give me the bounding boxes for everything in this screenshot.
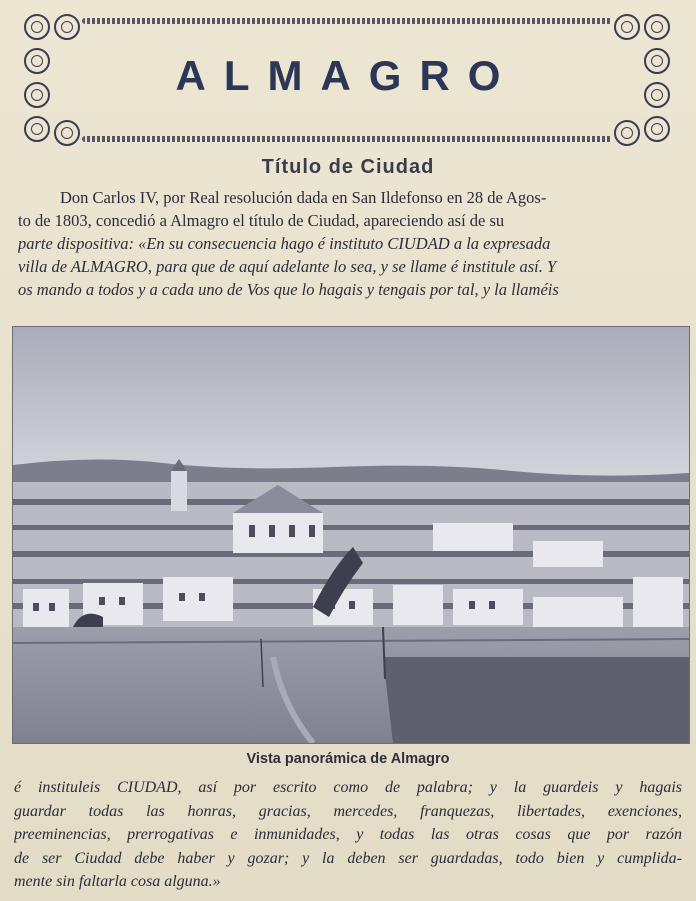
rose-ornament bbox=[614, 120, 640, 146]
rose-ornament bbox=[24, 82, 50, 108]
text-line: os mando a todos y a cada uno de Vos que lo hagais y tengais por tal, y la llaméis bbox=[18, 280, 559, 299]
rose-ornament bbox=[644, 82, 670, 108]
rose-ornament bbox=[24, 116, 50, 142]
text-line: mente sin faltarla cosa alguna.» bbox=[14, 873, 221, 890]
panoramic-photo bbox=[12, 326, 690, 744]
page-title: ALMAGRO bbox=[175, 52, 519, 99]
rose-ornament bbox=[644, 14, 670, 40]
text-line: Don Carlos IV, por Real resolución dada en San Ildefonso en 28 de Agos- bbox=[60, 188, 547, 207]
photo-caption: Vista panorámica de Almagro bbox=[246, 751, 450, 767]
rose-ornament bbox=[614, 14, 640, 40]
text-line: é instituleis CIUDAD, así por escrito como de palabra; y la guardeis y hagais bbox=[14, 779, 682, 796]
section-heading: Título de Ciudad bbox=[261, 156, 435, 178]
intro-paragraph bbox=[18, 186, 680, 301]
closing-paragraph bbox=[14, 776, 682, 894]
rose-ornament bbox=[54, 14, 80, 40]
rope-border-bottom bbox=[82, 136, 612, 142]
text-line: de ser Ciudad debe haber y gozar; y la deben ser guardadas, todo bien y cumplida- bbox=[14, 849, 682, 867]
rose-ornament bbox=[644, 116, 670, 142]
rose-ornament bbox=[644, 48, 670, 74]
text-line: parte dispositiva: «En su consecuencia hago é instituto CIUDAD a la expresada bbox=[18, 234, 551, 253]
text-line: guardar todas las honras, gracias, mercedes, franquezas, libertades, exenciones, bbox=[14, 802, 682, 820]
text-line: to de 1803, concedió a Almagro el título de Ciudad, apareciendo así de su bbox=[18, 211, 505, 230]
rose-ornament bbox=[24, 48, 50, 74]
text-line: villa de ALMAGRO, para que de aquí adelante lo sea, y se llame é institule así. Y bbox=[18, 257, 557, 276]
rose-ornament bbox=[54, 120, 80, 146]
town-panorama-illustration bbox=[13, 327, 689, 743]
text-line: preeminencias, prerrogativas e inmunidades, y todas las otras cosas que por razón bbox=[14, 826, 682, 843]
ornamental-header-frame bbox=[22, 8, 672, 152]
rope-border-top bbox=[82, 18, 612, 24]
rose-ornament bbox=[24, 14, 50, 40]
